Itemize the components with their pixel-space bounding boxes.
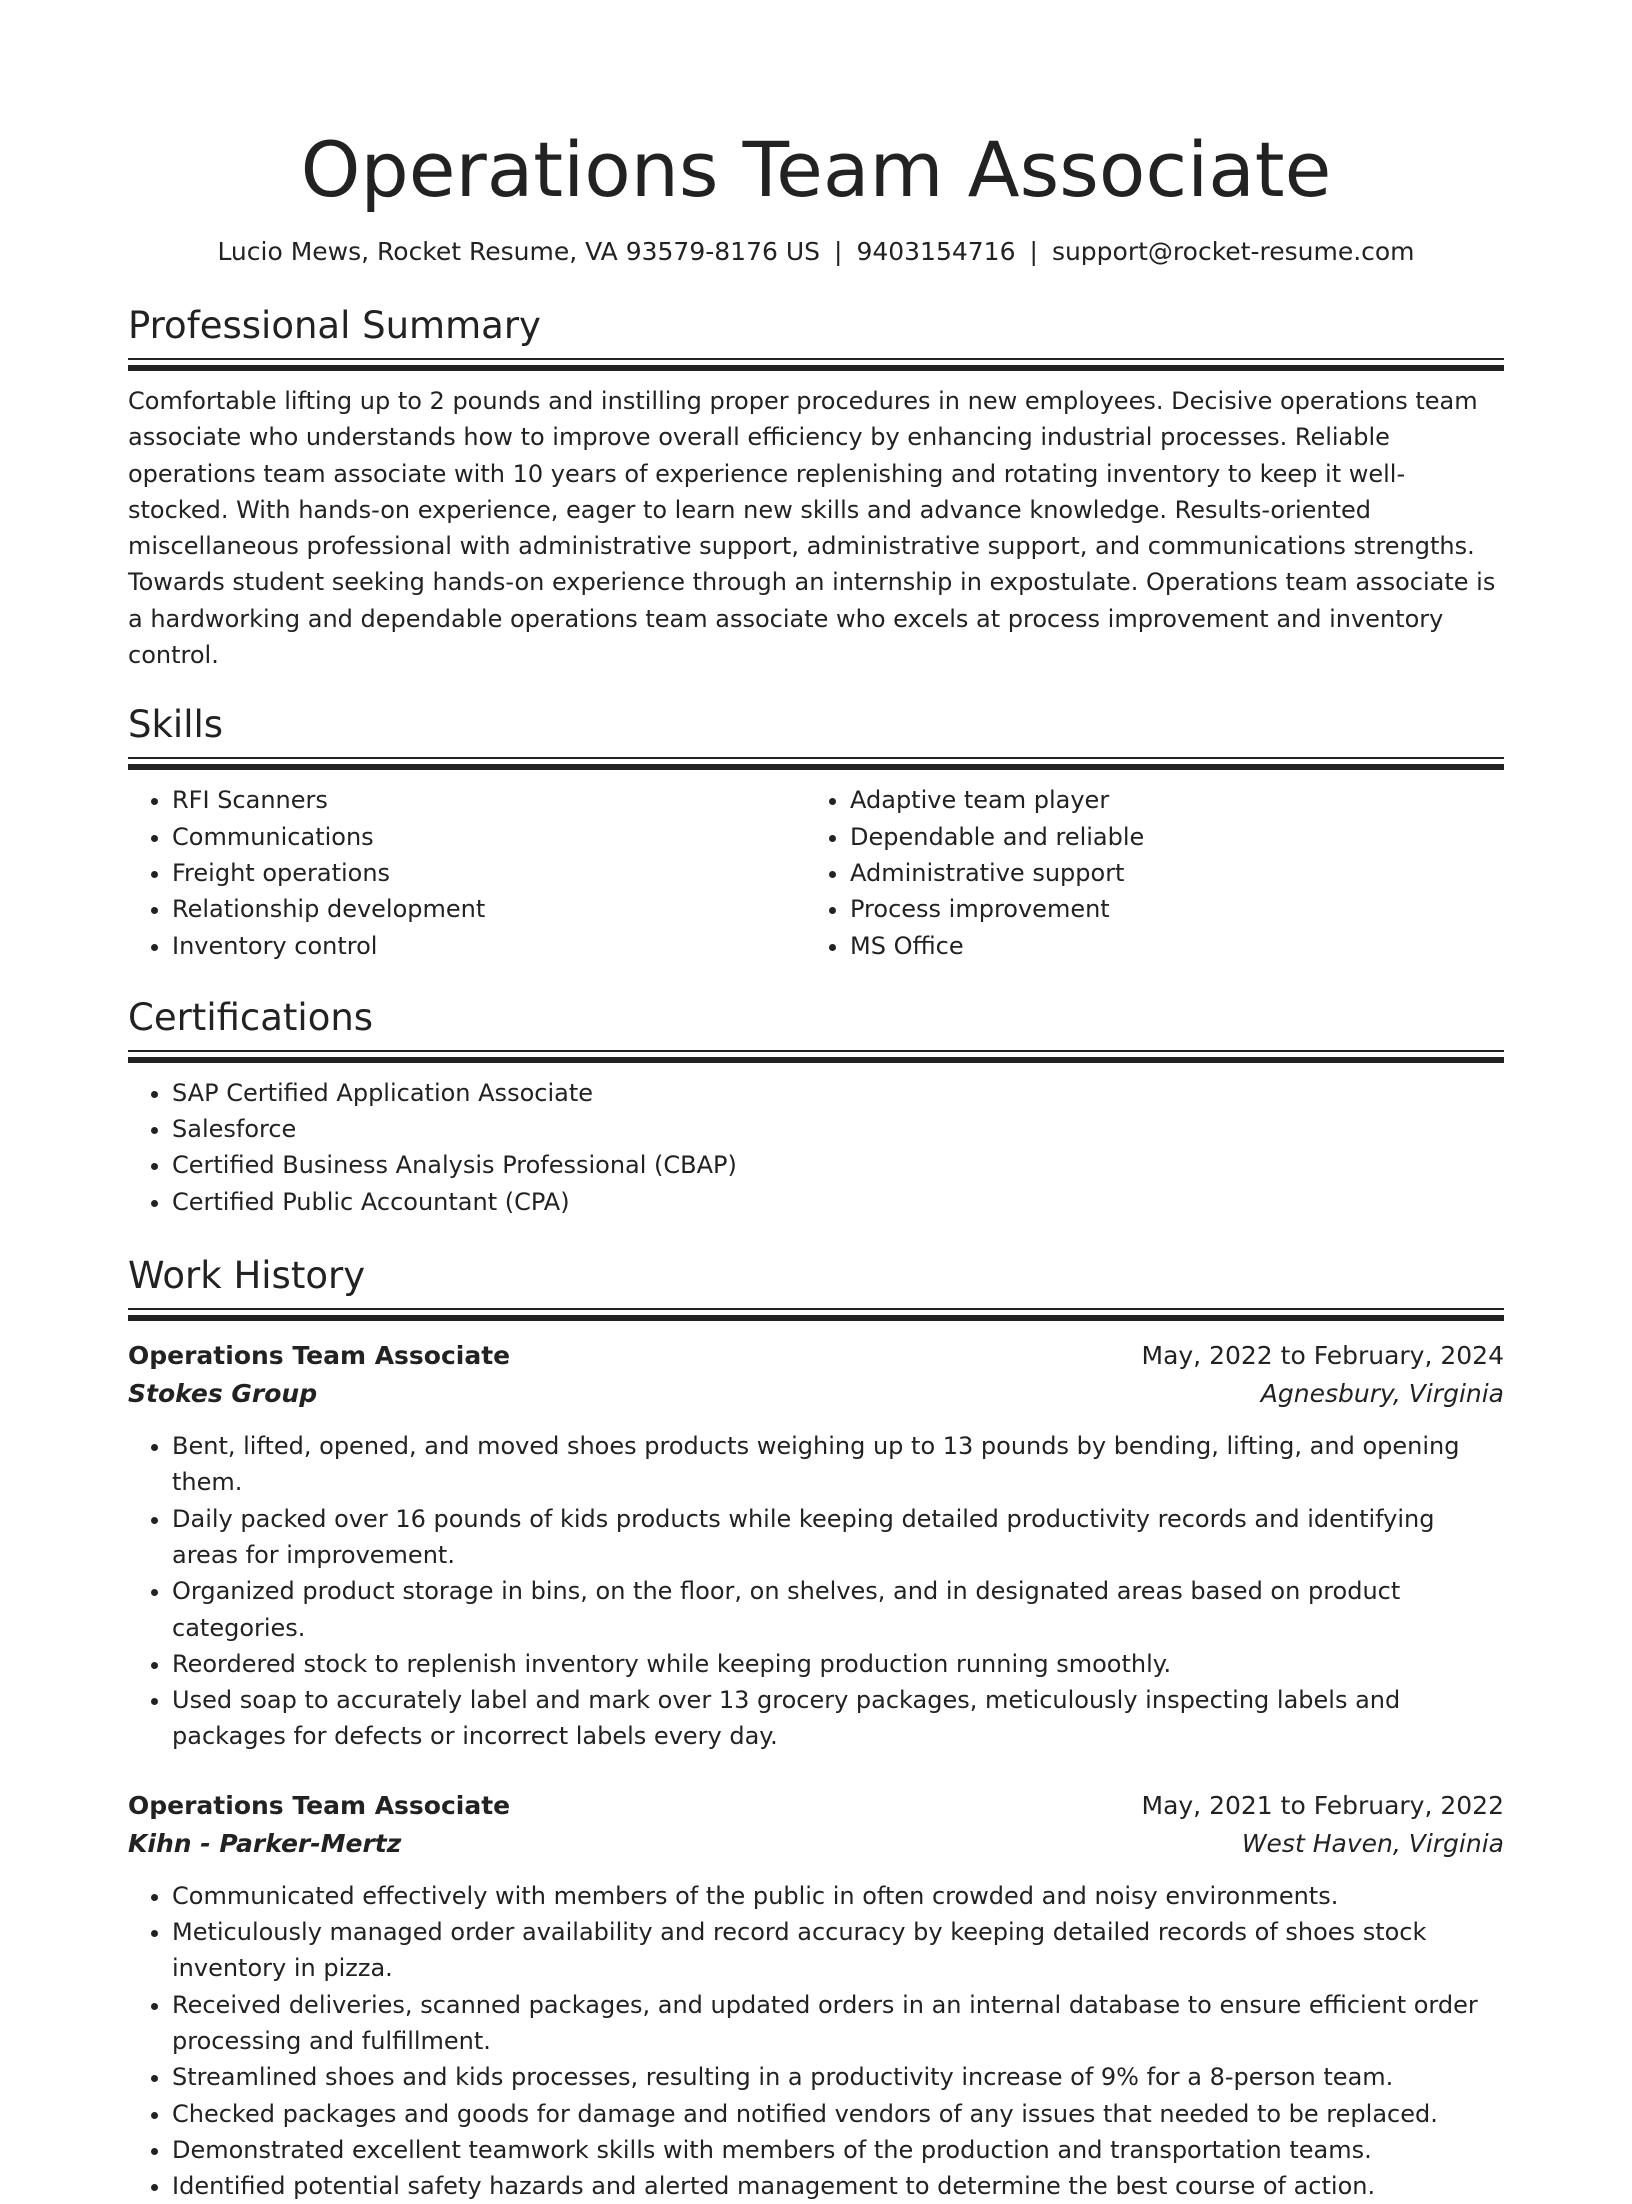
list-item: • Streamlined shoes and kids processes, resulting in a productivity increase of 9% for a 8-person team. bbox=[172, 2059, 1504, 2095]
job-dates: May, 2021 to February, 2022 bbox=[1141, 1790, 1504, 1820]
section-divider bbox=[128, 1050, 1504, 1063]
list-item: • Administrative support bbox=[850, 855, 1484, 891]
list-item: • Organized product storage in bins, on the floor, on shelves, and in designated areas based on product categories. bbox=[172, 1573, 1504, 1646]
job-dates: May, 2022 to February, 2024 bbox=[1141, 1341, 1504, 1371]
resume-page bbox=[128, 0, 1504, 2204]
list-item: • Demonstrated excellent teamwork skills with members of the production and transportation teams. bbox=[172, 2132, 1504, 2168]
job-subheader bbox=[128, 1375, 1504, 1413]
list-item: • Certified Public Accountant (CPA) bbox=[172, 1184, 1504, 1220]
list-item: • Freight operations bbox=[172, 855, 806, 891]
list-item: • Adaptive team player bbox=[850, 782, 1484, 818]
contact-address: Lucio Mews, Rocket Resume, VA 93579-8176 US bbox=[217, 237, 820, 266]
job-location: West Haven, Virginia bbox=[1241, 1828, 1504, 1858]
job-header bbox=[128, 1337, 1504, 1375]
section-title-work-history: Work History bbox=[128, 1254, 366, 1298]
job-header bbox=[128, 1787, 1504, 1825]
skills-section bbox=[128, 701, 1504, 963]
section-title-skills: Skills bbox=[128, 703, 224, 747]
contact-email: support@rocket-resume.com bbox=[1051, 237, 1415, 266]
section-title-certifications: Certifications bbox=[128, 995, 374, 1039]
job-subheader bbox=[128, 1825, 1504, 1863]
list-item: • Used soap to accurately label and mark over 13 grocery packages, meticulously inspecting labels and packages for defects or incorrect labels every day. bbox=[172, 1682, 1504, 1755]
list-item: • MS Office bbox=[850, 928, 1484, 964]
list-item: • Dependable and reliable bbox=[850, 819, 1484, 855]
contact-phone: 9403154716 bbox=[856, 237, 1016, 266]
job-company: Stokes Group bbox=[128, 1379, 318, 1409]
work-history-section bbox=[128, 1252, 1504, 2204]
section-divider bbox=[128, 1308, 1504, 1321]
list-item: • SAP Certified Application Associate bbox=[172, 1075, 1504, 1111]
contact-line bbox=[128, 236, 1504, 268]
section-divider bbox=[128, 358, 1504, 371]
list-item: • Process improvement bbox=[850, 891, 1484, 927]
job-title: Operations Team Associate bbox=[128, 1341, 511, 1371]
job-location: Agnesbury, Virginia bbox=[1260, 1379, 1504, 1409]
list-item: • Relationship development bbox=[172, 891, 806, 927]
job-bullets bbox=[128, 1428, 1504, 1755]
job-title: Operations Team Associate bbox=[128, 1790, 511, 1820]
list-item: • Meticulously managed order availability and record accuracy by keeping detailed records of shoes stock inventory in pizza. bbox=[172, 1914, 1504, 1987]
list-item: • Bent, lifted, opened, and moved shoes products weighing up to 13 pounds by bending, lifting, and opening them. bbox=[172, 1428, 1504, 1501]
list-item: • Inventory control bbox=[172, 928, 806, 964]
contact-separator: | bbox=[1029, 237, 1038, 266]
job-bullets bbox=[128, 1878, 1504, 2204]
summary-text: Comfortable lifting up to 2 pounds and instilling proper procedures in new employees. Decisive operations team associate who understands how to improve overall efficiency by enhancing industrial processes. Reliable operations team associate with 10 years of experience replenishing and rotating inventory to keep it well-stocked. With hands-on experience, eager to learn new skills and advance knowledge. Results-oriented miscellaneous professional with administrative support, administrative support, and communications strengths. Towards student seeking hands-on experience through an internship in expostulate. Operations team associate is a hardworking and dependable operations team associate who excels at process improvement and inventory control. bbox=[128, 387, 1496, 670]
list-item: • Communicated effectively with members of the public in often crowded and noisy environments. bbox=[172, 1878, 1504, 1914]
section-title-summary: Professional Summary bbox=[128, 304, 541, 347]
candidate-name: Operations Team Associate bbox=[300, 125, 1332, 214]
list-item: • Certified Business Analysis Professional (CBAP) bbox=[172, 1147, 1504, 1183]
summary-section bbox=[128, 302, 1504, 673]
list-item: • Salesforce bbox=[172, 1111, 1504, 1147]
section-divider bbox=[128, 757, 1504, 770]
list-item: • RFI Scanners bbox=[172, 782, 806, 818]
certifications-section bbox=[128, 994, 1504, 1220]
job-entry bbox=[128, 1337, 1504, 1755]
contact-separator: | bbox=[834, 237, 843, 266]
job-entry bbox=[128, 1787, 1504, 2204]
certifications-list bbox=[128, 1075, 1504, 1220]
list-item: • Communications bbox=[172, 819, 806, 855]
job-company: Kihn - Parker-Mertz bbox=[128, 1828, 402, 1858]
skills-columns bbox=[128, 782, 1504, 963]
list-item: • Daily packed over 16 pounds of kids products while keeping detailed productivity records and identifying areas for improvement. bbox=[172, 1501, 1504, 1574]
list-item: • Reordered stock to replenish inventory while keeping production running smoothly. bbox=[172, 1646, 1504, 1682]
skills-list-right bbox=[806, 782, 1484, 963]
skills-list-left bbox=[128, 782, 806, 963]
list-item: • Identified potential safety hazards and alerted management to determine the best course of action. bbox=[172, 2168, 1504, 2204]
list-item: • Checked packages and goods for damage and notified vendors of any issues that needed to be replaced. bbox=[172, 2096, 1504, 2132]
list-item: • Received deliveries, scanned packages, and updated orders in an internal database to ensure efficient order processing and fulfillment. bbox=[172, 1987, 1504, 2060]
